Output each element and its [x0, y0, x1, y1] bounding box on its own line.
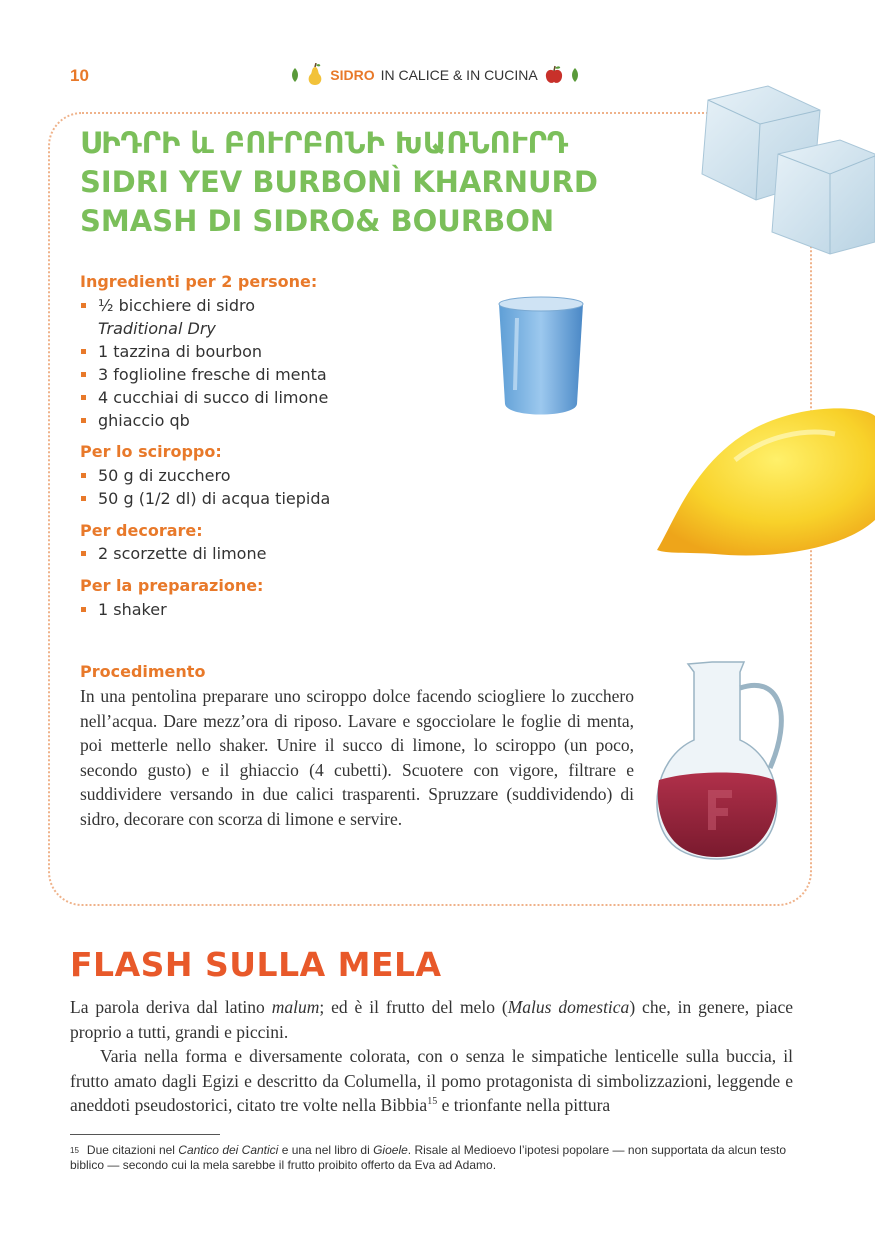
text-span: Due citazioni nel [86, 1143, 179, 1157]
section-title: FLASH SULLA MELA [70, 945, 442, 984]
recipe-title-line-transliteration: SIDRI YEV BURBONÌ KHARNURD [80, 165, 598, 199]
list-item: Traditional Dry [98, 319, 216, 338]
pear-icon [306, 63, 324, 87]
list-item: 1 shaker [80, 598, 167, 621]
blue-glass-illustration [495, 294, 587, 418]
carafe-illustration [652, 658, 794, 862]
running-head [270, 60, 600, 90]
paragraph [70, 995, 793, 1044]
text-span: ) che, in genere, piace proprio a tutti, grandi e piccini. [70, 997, 793, 1042]
recipe-title [80, 124, 598, 241]
footnote-mark: 15 [70, 1146, 79, 1155]
text-span: e trionfante nella pittura [437, 1095, 611, 1115]
list-item: ghiaccio qb [80, 409, 328, 432]
list-item: ½ bicchiere di sidro [80, 294, 328, 317]
text-span: Varia nella forma e diversamente colorata, con o senza le simpatiche lenticelle sulla buccia, il frutto amato dagli Egizi e descritto da Columella, il pomo protagonista di simbolizzazioni, leggende e aneddoti pseudostorici, citato tre volte nella Bibbia [70, 1046, 793, 1115]
list-item: 2 scorzette di limone [80, 542, 266, 565]
list-item: 50 g (1/2 dl) di acqua tiepida [80, 487, 330, 510]
italic-text: malum [271, 997, 320, 1017]
text-span: ; ed è il frutto del melo ( [319, 997, 508, 1017]
list-item: 3 foglioline fresche di menta [80, 363, 328, 386]
decor-heading: Per decorare: [80, 521, 203, 540]
paragraph [70, 1044, 793, 1118]
syrup-heading: Per lo sciroppo: [80, 442, 222, 461]
list-item: 50 g di zucchero [80, 464, 330, 487]
italic-text: Cantico dei Cantici [178, 1143, 279, 1157]
leaf-icon [290, 67, 300, 83]
leaf-icon [570, 67, 580, 83]
page-number: 10 [70, 66, 89, 85]
ingredients-heading: Ingredienti per 2 persone: [80, 272, 318, 291]
syrup-list [80, 464, 330, 510]
decor-list [80, 542, 266, 565]
italic-text: Gioele [373, 1143, 408, 1157]
footnote-reference: 15 [427, 1096, 438, 1108]
italic-text: Malus domestica [507, 997, 630, 1017]
apple-icon [544, 65, 564, 85]
body-text [70, 995, 793, 1118]
text-span: e una nel libro di [278, 1143, 374, 1157]
text-span: . Risale al Medioevo l’ipotesi popolare — non supportata da alcun testo biblico — secondo cui la mela sarebbe il frutto proibito offerto da Eva ad Adamo. [70, 1143, 787, 1172]
running-head-text: IN CALICE & IN CUCINA [380, 67, 538, 83]
text-span: La parola deriva dal latino [70, 997, 272, 1017]
lemon-illustration [655, 400, 875, 562]
recipe-title-line-armenian: ՍԻԴՐԻ և ԲՈՒՐԲՈՆԻ ԽԱՌՆՈՒՐԴ [80, 126, 569, 160]
footnote [70, 1143, 790, 1173]
ice-cubes-illustration [690, 82, 875, 262]
procedure-heading: Procedimento [80, 662, 206, 681]
procedure-text: In una pentolina preparare uno sciroppo dolce facendo sciogliere lo zucchero nell’acqua. Dare mezz’ora di riposo. Lavare e sgocciolare le foglie di menta, poi metterle nello shaker. Unire il succo di limone, lo sciroppo (un poco, secondo gusto) e il ghiaccio (4 cubetti). Scuotere con vigore, filtrare e suddividere versando in due calici trasparenti. Spruzzare (suddividendo) di sidro, decorare con scorza di limone e servire. [80, 686, 634, 829]
list-item: 1 tazzina di bourbon [80, 340, 328, 363]
list-item: 4 cucchiai di succo di limone [80, 386, 328, 409]
prep-heading: Per la preparazione: [80, 576, 264, 595]
running-head-accent: SIDRO [330, 67, 375, 83]
recipe-title-line-italian: SMASH DI SIDRO& BOURBON [80, 204, 555, 238]
prep-list [80, 598, 167, 621]
footnote-rule [70, 1134, 220, 1135]
ingredients-list [80, 294, 328, 432]
